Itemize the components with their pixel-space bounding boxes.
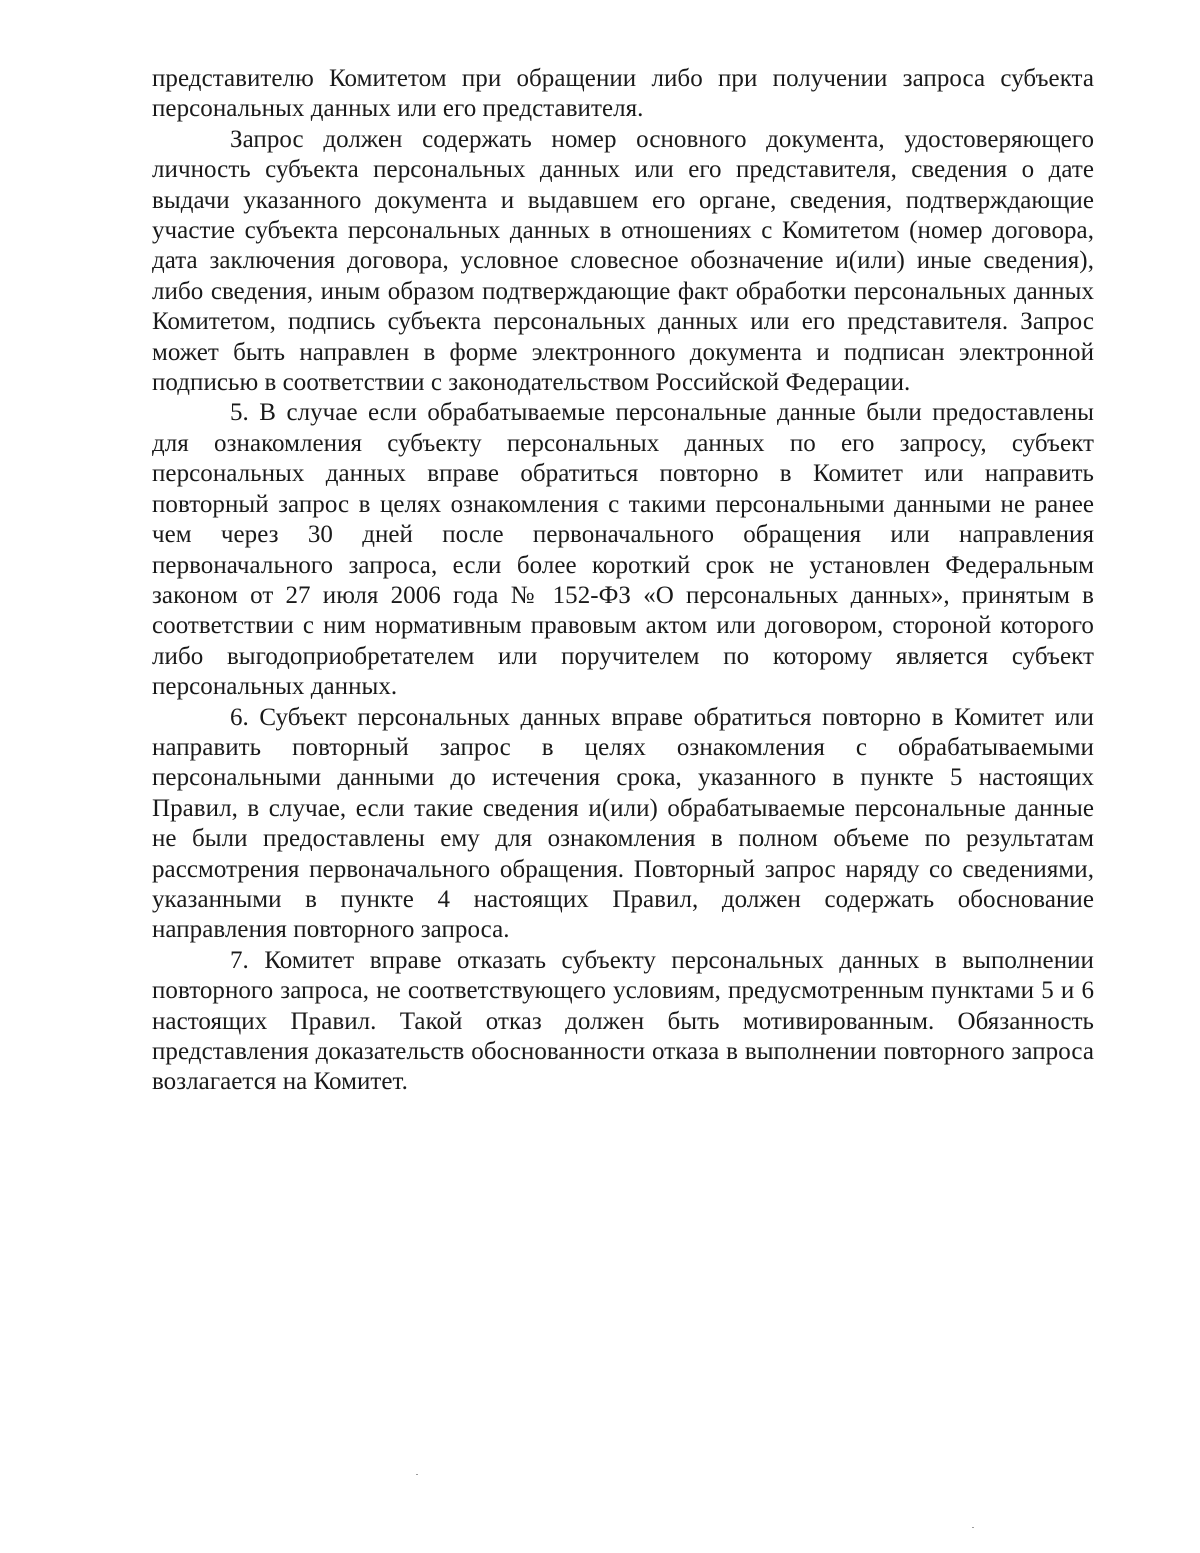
scan-speck [972,1527,974,1528]
paragraph-item-7: 7. Комитет вправе отказать субъекту персональных данных в выполнении повторного запроса, не соответствующего условиям, предусмотренным пунктами 5 и 6 настоящих Правил. Такой отказ должен быть мотивированным. Обязанность представления доказательств обоснованности отказа в выполнении повторного запроса возлагается на Комитет. [152,946,1094,1096]
paragraph-request-contents: Запрос должен содержать номер основного документа, удостоверяющего личность субъекта персональных данных или его представителя, сведения о дате выдачи указанного документа и выдавшем его органе, сведения, подтверждающие участие субъекта персональных данных в отношениях с Комитетом (номер договора, дата заключения договора, условное словесное обозначение и(или) иные сведения), либо сведения, иным образом подтверждающие факт обработки персональных данных Комитетом, подпись субъекта персональных данных или его представителя. Запрос может быть направлен в форме электронного документа и подписан электронной подписью в соответствии с законодательством Российской Федерации. [152,125,1094,397]
document-body [152,64,1094,1098]
paragraph-item-5: 5. В случае если обрабатываемые персональные данные были предоставлены для ознакомления субъекту персональных данных по его запросу, субъект персональных данных вправе обратиться повторно в Комитет или направить повторный запрос в целях ознакомления с такими персональными данными не ранее чем через 30 дней после первоначального обращения или направления первоначального запроса, если более короткий срок не установлен Федеральным законом от 27 июля 2006 года № 152-ФЗ «О персональных данных», принятым в соответствии с ним нормативным правовым актом или договором, стороной которого либо выгодоприобретателем или поручителем по которому является субъект персональных данных. [152,399,1094,701]
paragraph-item-6: 6. Субъект персональных данных вправе обратиться повторно в Комитет или направить повторный запрос в целях ознакомления с обрабатываемыми персональными данными до истечения срока, указанного в пункте 5 настоящих Правил, в случае, если такие сведения и(или) обрабатываемые персональные данные не были предоставлены ему для ознакомления в полном объеме по результатам рассмотрения первоначального обращения. Повторный запрос наряду со сведениями, указанными в пункте 4 настоящих Правил, должен содержать обоснование направления повторного запроса. [152,703,1094,944]
paragraph-continuation: представителю Комитетом при обращении либо при получении запроса субъекта персональных данных или его представителя. [152,65,1094,123]
scan-speck [416,1474,418,1475]
